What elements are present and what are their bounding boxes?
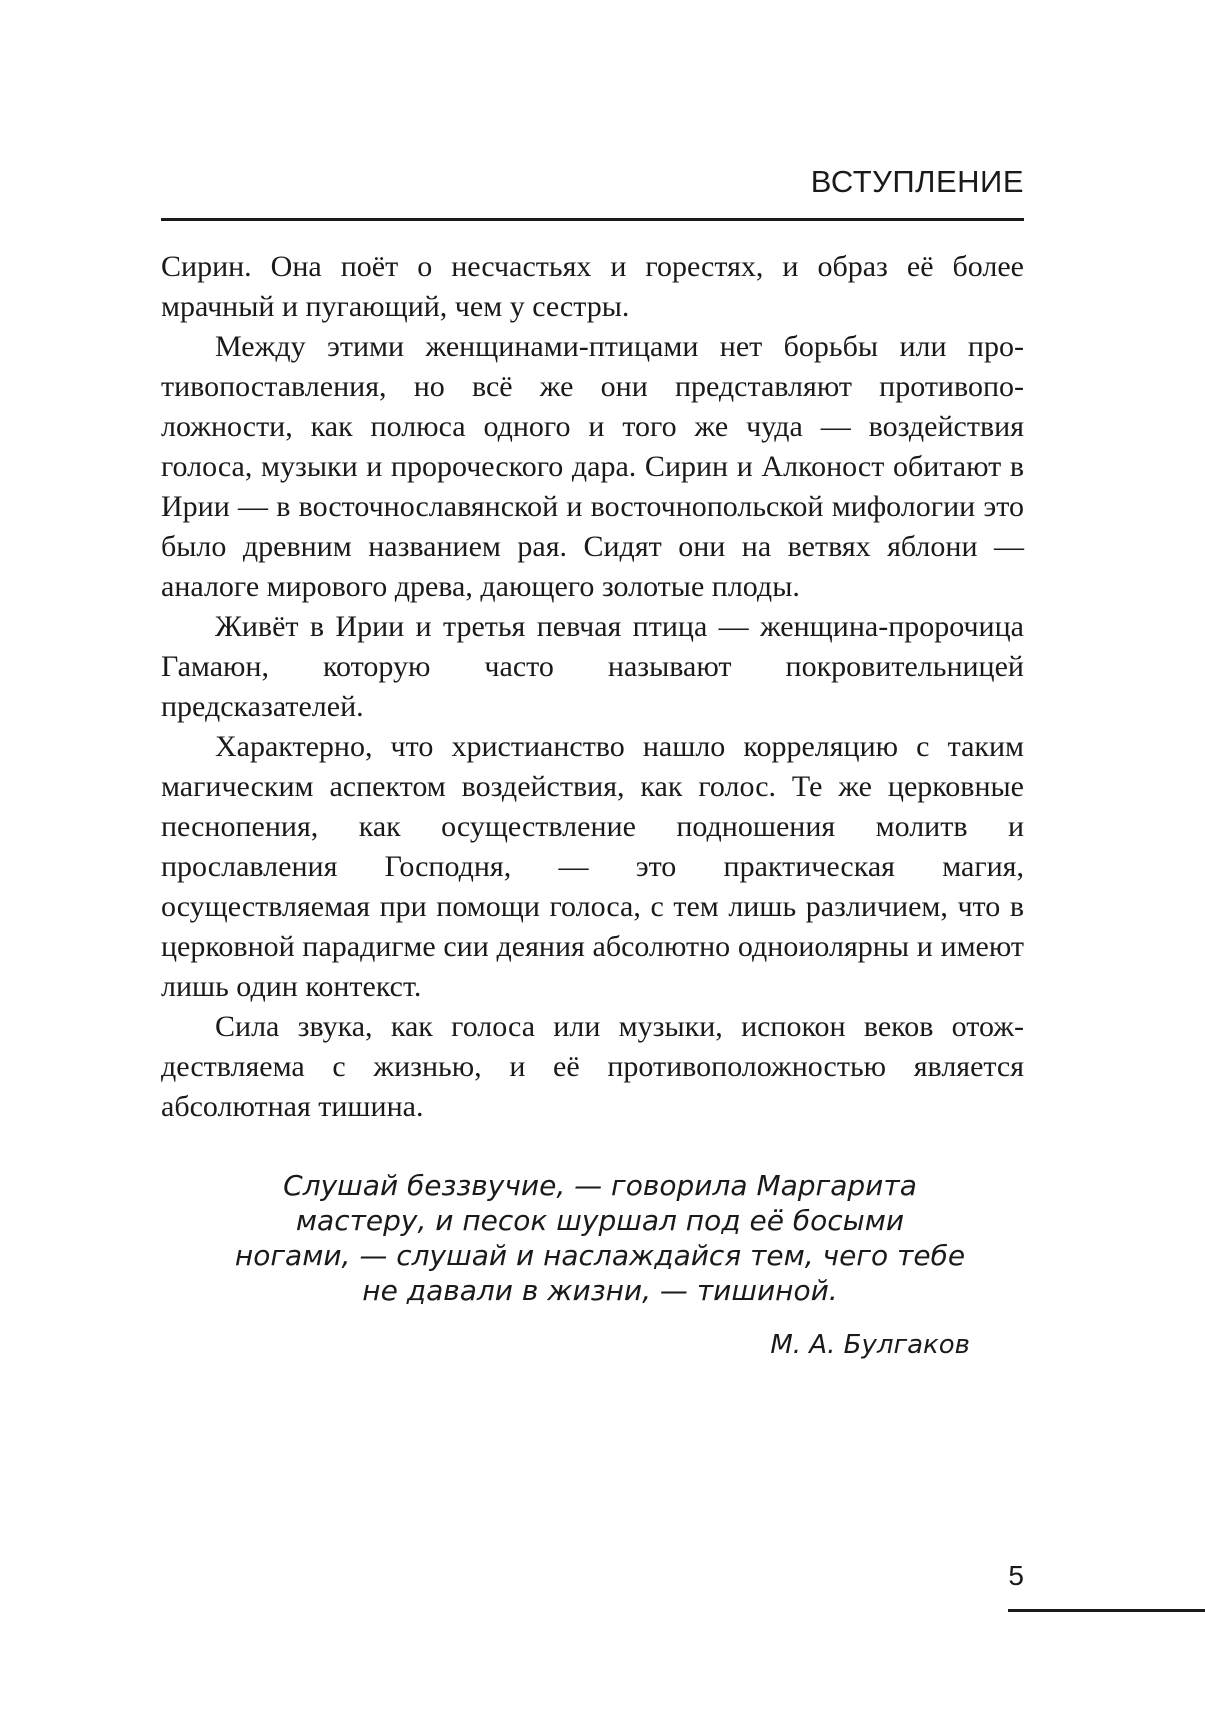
- header-rule: [161, 218, 1024, 221]
- epigraph-line: Слушай беззвучие, — говорила Маргарита: [283, 1169, 917, 1202]
- epigraph-line: мастеру, и песок шуршал под её босыми: [295, 1204, 905, 1237]
- epigraph-author: М. А. Булгаков: [770, 1330, 970, 1360]
- epigraph-line: не давали в жизни, — тишиной.: [362, 1274, 838, 1307]
- epigraph-line: ногами, — слушай и наслаждайся тем, чего тебе: [234, 1239, 966, 1272]
- page-number: 5: [1008, 1560, 1024, 1591]
- paragraph: Живёт в Ирии и третья певчая птица — женщина-пророчица Гамаюн, которую часто называют покровительницей предсказателей.: [161, 610, 1024, 723]
- running-head-title: ВСТУПЛЕНИЕ: [810, 164, 1024, 199]
- paragraph: Характерно, что христианство нашло корреляцию с таким магическим аспектом воздействия, как голос. Те же церковные песнопения, как осуществление подношения молитв и прославления Господня, — это практическая магия, осуществляемая при помощи голоса, с тем лишь различием, что в церковной парадигме сии деяния абсолютно одноиолярны и имеют лишь один контекст.: [161, 730, 1024, 1003]
- epigraph: [200, 1168, 1000, 1308]
- footer-rule: [1008, 1609, 1205, 1612]
- paragraph-continuation: Сирин. Она поёт о несчастьях и горестях, и образ её более мрачный и пугающий, чем у сестры.: [161, 250, 1024, 323]
- paragraph: Сила звука, как голоса или музыки, испокон веков отождествляема с жизнью, и её противоположностью является абсолютная тишина.: [161, 1010, 1024, 1123]
- body-text: [161, 247, 1024, 1127]
- paragraph: Между этими женщинами-птицами нет борьбы или противопоставления, но всё же они представляют противоположности, как полюса одного и того же чуда — воздействия голоса, музыки и пророческого дара. Сирин и Алконост обитают в Ирии — в восточнославянской и восточнопольской мифологии это было древним названием рая. Сидят они на ветвях яблони — аналоге мирового древа, дающего золотые плоды.: [161, 330, 1024, 603]
